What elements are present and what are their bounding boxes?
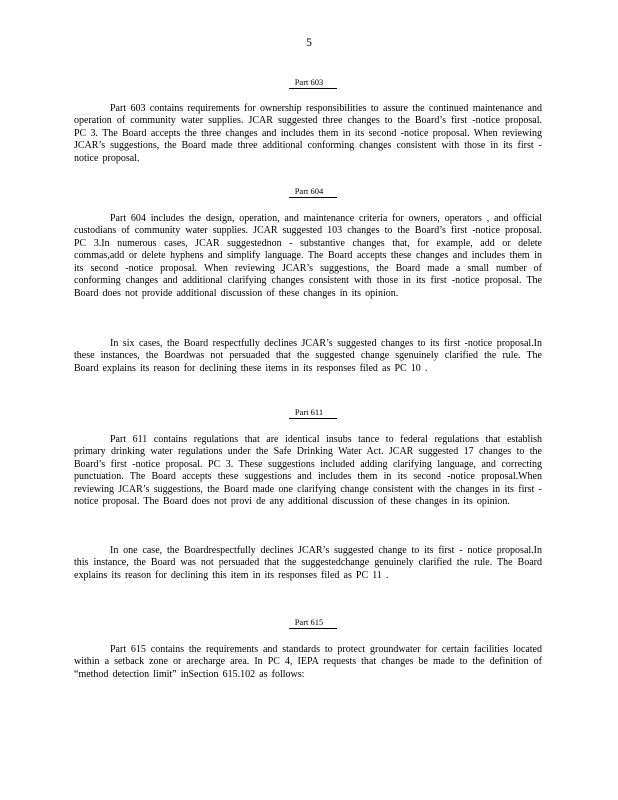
paragraph-part-611-2: In one case, the Boardrespectfully declines JCAR’s suggested change to its first - notice proposal.In this instance, the Board was not persuaded that the suggestedchange genuinely clarified the rule. The Board explains its reason for declining this item in its responses filed as PC 11 . [74,545,542,581]
section-heading-part-615: Part 615 [0,617,618,629]
paragraph-part-611-1: Part 611 contains regulations that are identical insubs tance to federal regulations that establish primary drinking water regulations under the Safe Drinking Water Act. JCAR suggested 17 changes to the Board’s first -notice proposal. PC 3. These suggestions included adding clarifying language, and correcting punctuation. The Board accepts these suggestions and includes them in its second -notice proposal.When reviewing JCAR’s suggestions, the Board made one clarifying change consistent with the changes in its first -notice proposal. The Board does not provi de any additional discussion of these changes in its opinion. [74,434,542,508]
paragraph-part-615: Part 615 contains the requirements and standards to protect groundwater for certain facilities located within a setback zone or arecharge area. In PC 4, IEPA requests that changes be made to the definition of “method detection limit” inSection 615.102 as follows: [74,644,542,680]
paragraph-part-603: Part 603 contains requirements for ownership responsibilities to assure the continued maintenance and operation of community water supplies. JCAR suggested three changes to the Board’s first -notice proposal. PC 3. The Board accepts the three changes and includes them in its second -notice proposal. When reviewing JCAR’s suggestions, the Board made three additional conforming changes consistent with those in its first -notice proposal. [74,103,542,164]
paragraph-part-604-2: In six cases, the Board respectfully declines JCAR’s suggested changes to its first -notice proposal.In these instances, the Boardwas not persuaded that the suggested change sgenuinely clarified the rule. The Board explains its reason for declining these items in its responses filed as PC 10 . [74,338,542,374]
section-heading-part-603: Part 603 [0,77,618,89]
page-number: 5 [306,37,312,49]
section-heading-part-611: Part 611 [0,407,618,419]
paragraph-part-604-1: Part 604 includes the design, operation, and maintenance criteria for owners, operators , and official custodians of community water supplies. JCAR suggested 103 changes to the Board’s first -notice proposal. PC 3.In numerous cases, JCAR suggestednon - substantive changes that, for example, add or delete commas,add or delete hyphens and simplify language. The Board accepts these changes and includes them in its second -notice proposal. When reviewing JCAR’s suggestions, the Board made a small number of conforming changes and additional clarifying changes consistent with those in its first -notice proposal. The Board does not provide additional discussion of these changes in its opinion. [74,213,542,299]
section-heading-part-604: Part 604 [0,186,618,198]
